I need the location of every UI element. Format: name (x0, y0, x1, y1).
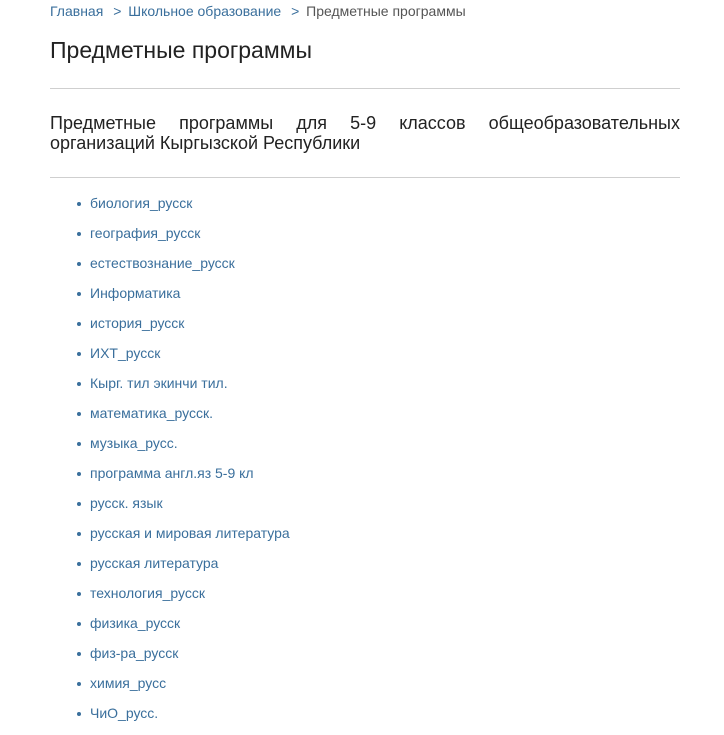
list-item (50, 490, 290, 520)
list-item (50, 400, 290, 430)
bullet-icon (77, 442, 81, 446)
bullet-icon (77, 712, 81, 716)
subject-link[interactable]: программа англ.яз 5-9 кл (90, 465, 254, 481)
bullet-icon (77, 412, 81, 416)
bullet-icon (77, 622, 81, 626)
bullet-icon (77, 262, 81, 266)
list-item (50, 700, 290, 730)
bullet-icon (77, 562, 81, 566)
subject-link[interactable]: технология_русск (90, 585, 205, 601)
list-item (50, 370, 290, 400)
breadcrumb-current: Предметные программы (306, 3, 466, 19)
divider (50, 88, 680, 89)
list-item (50, 580, 290, 610)
subject-link[interactable]: математика_русск. (90, 405, 213, 421)
breadcrumb-home-link[interactable]: Главная (50, 3, 104, 19)
list-item (50, 220, 290, 250)
subject-link[interactable]: русская литература (90, 555, 219, 571)
breadcrumb-separator: > (291, 3, 300, 19)
subject-link[interactable]: Кырг. тил экинчи тил. (90, 375, 228, 391)
bullet-icon (77, 382, 81, 386)
bullet-icon (77, 322, 81, 326)
subject-link[interactable]: география_русск (90, 225, 201, 241)
subject-link[interactable]: физ-ра_русск (90, 645, 179, 661)
breadcrumb-parent-link[interactable]: Школьное образование (128, 3, 282, 19)
subject-link[interactable]: ИХТ_русск (90, 345, 161, 361)
subject-link[interactable]: русск. язык (90, 495, 163, 511)
list-item (50, 310, 290, 340)
bullet-icon (77, 292, 81, 296)
divider (50, 177, 680, 178)
subject-link[interactable]: физика_русск (90, 615, 181, 631)
bullet-icon (77, 652, 81, 656)
page-title: Предметные программы (50, 37, 312, 63)
subject-link[interactable]: русская и мировая литература (90, 525, 290, 541)
list-item (50, 610, 290, 640)
subject-link[interactable]: химия_русс (90, 675, 167, 691)
list-item (50, 640, 290, 670)
bullet-icon (77, 592, 81, 596)
subject-link[interactable]: история_русск (90, 315, 185, 331)
bullet-icon (77, 352, 81, 356)
bullet-icon (77, 502, 81, 506)
list-item (50, 670, 290, 700)
breadcrumb (50, 3, 466, 19)
breadcrumb-separator: > (113, 3, 122, 19)
list-item (50, 190, 290, 220)
page-intro: Предметные программы для 5-9 классов общеобразовательных организаций Кыргызской Республики (50, 113, 680, 153)
subject-link[interactable]: Информатика (90, 285, 181, 301)
bullet-icon (77, 232, 81, 236)
bullet-icon (77, 472, 81, 476)
list-item (50, 340, 290, 370)
list-item (50, 250, 290, 280)
subject-link[interactable]: музыка_русс. (90, 435, 178, 451)
subject-link[interactable]: биология_русск (90, 195, 193, 211)
list-item (50, 520, 290, 550)
subject-link[interactable]: ЧиО_русс. (90, 705, 159, 721)
list-item (50, 460, 290, 490)
list-item (50, 550, 290, 580)
subject-list (50, 190, 290, 730)
list-item (50, 280, 290, 310)
subject-link[interactable]: естествознание_русск (90, 255, 235, 271)
list-item (50, 430, 290, 460)
bullet-icon (77, 532, 81, 536)
bullet-icon (77, 682, 81, 686)
bullet-icon (77, 202, 81, 206)
